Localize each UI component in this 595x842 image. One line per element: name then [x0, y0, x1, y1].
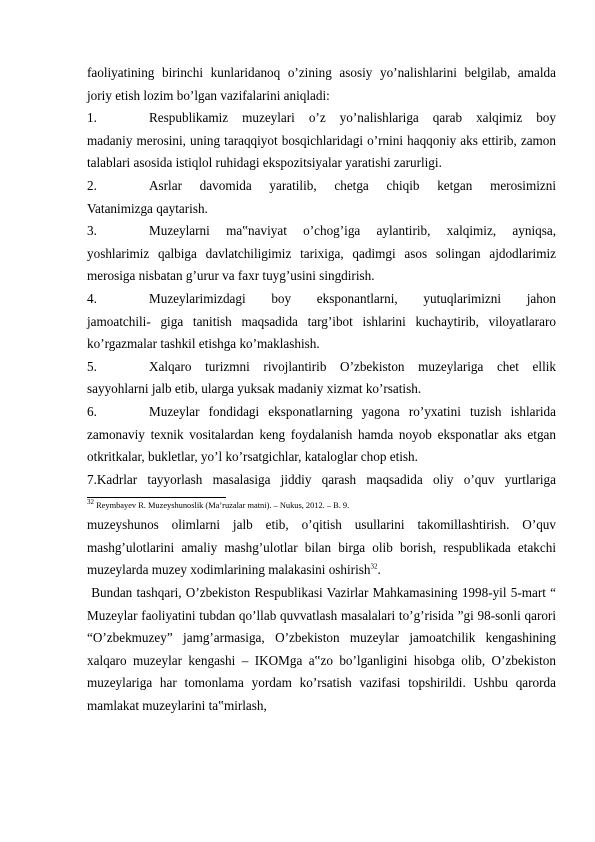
intro-line-2: joriy etish lozim bo’lgan vazifalarini aniqladi: — [87, 87, 330, 103]
final-paragraph: Bundan tashqari, O’zbekiston Respublikasi Vazirlar Mahkamasining 1998-yil 5-mart “ Muzeylar faoliyatini tubdan qo’llab quvvatlash masalalari to’g’risida ”gi 98-sonli qarori “O’zbekmuzey” jamg’armasiga, O’zbekiston muzeylar jamoatchilik kengashining xalqaro muzeylar kengashi – IKOMga a‟zo bo’lganligini hisobga olib, O’zbekiston muzeylariga har tomonlama yordam ko’rsatish vazifasi topshirildi. Ushbu qarorda mamlakat muzeylarini ta‟mirlash, — [87, 585, 560, 714]
item-number: 1. — [87, 110, 97, 126]
item-1 — [87, 107, 556, 175]
paragraph-continuation — [87, 514, 556, 582]
item-number: 6. — [87, 403, 97, 419]
item-first-line: Muzeylarni ma‟naviyat o’chog’iga aylantirib, xalqimiz, ayniqsa, — [149, 223, 556, 239]
item-continuation: madaniy merosini, uning taraqqiyot bosqichlaridagi o’rnini haqqoniy aks ettirib, zamon talablari asosida istiqlol ruhidagi ekspozitsiyalar yaratishi zarurligi. — [87, 132, 556, 171]
paragraph-continuation-text: muzeyshunos olimlarni jalb etib, o’qitish usullarini takomillashtirish. O’quv mashg’ulotlarini amaliy mashg’ulotlar bilan birga olib borish, respublikada etakchi muzeylarda muzey xodimlarining malakasini oshirish — [87, 517, 556, 578]
item-continuation: sayyohlarni jalb etib, ularga yuksak madaniy xizmat ko’rsatish. — [87, 381, 422, 397]
intro-line-1: faoliyatining birinchi kunlaridanoq o’zining asosiy yo’nalishlarini belgilab, amalda — [87, 65, 556, 80]
item-first-line: Respublikamiz muzeylari o’z yo’nalishlariga qarab xalqimiz boy — [149, 110, 556, 126]
item-first-line: Xalqaro turizmni rivojlantirib O’zbekiston muzeylariga chet ellik — [149, 358, 556, 374]
item-continuation: Vatanimizga qaytarish. — [87, 200, 208, 216]
footnote-reference: 32 — [370, 563, 378, 572]
document-page — [87, 62, 560, 718]
item-number: 5. — [87, 358, 97, 374]
item-continuation: zamonaviy texnik vositalardan keng foydalanish hamda noyob eksponatlar aks etgan otkritkalar, bukletlar, yo’l ko’rsatgichlar, kataloglar chop etish. — [87, 426, 556, 465]
item-number: 4. — [87, 290, 97, 306]
item-2 — [87, 175, 556, 220]
item-5 — [87, 356, 556, 401]
footnote — [87, 500, 556, 512]
item-3 — [87, 220, 556, 288]
item-first-line: Muzeylarimizdagi boy eksponantlarni, yutuqlarimizni jahon — [149, 290, 556, 306]
footnote-divider — [87, 497, 226, 498]
item-4 — [87, 288, 556, 356]
item-7-line: 7.Kadrlar tayyorlash masalasiga jiddiy qarash maqsadida oliy o’quv yurtlariga — [87, 471, 556, 487]
item-number: 3. — [87, 223, 97, 239]
item-first-line: Muzeylar fondidagi eksponatlarning yagona ro’yxatini tuzish ishlarida — [149, 403, 556, 419]
item-continuation: yoshlarimiz qalbiga davlatchiligimiz tarixiga, qadimgi asos solingan ajdodlarimiz merosiga nisbatan g’urur va faxr tuyg’usini singdirish. — [87, 245, 556, 284]
item-6 — [87, 401, 556, 469]
item-number: 2. — [87, 177, 97, 193]
paragraph-continuation-end: . — [377, 562, 381, 578]
footnote-mark: 32 — [87, 498, 94, 507]
item-continuation: jamoatchili- giga tanitish maqsadida targ’ibot ishlarini kuchaytirib, viloyatlararo ko’rgazmalar tashkil etishga ko’maklashish. — [87, 313, 556, 352]
item-first-line: Asrlar davomida yaratilib, chetga chiqib ketgan merosimizni — [149, 177, 556, 193]
footnote-text: Reymbayev R. Muzeyshunoslik (Ma’ruzalar matni). – Nukus, 2012. – B. 9. — [96, 501, 350, 511]
